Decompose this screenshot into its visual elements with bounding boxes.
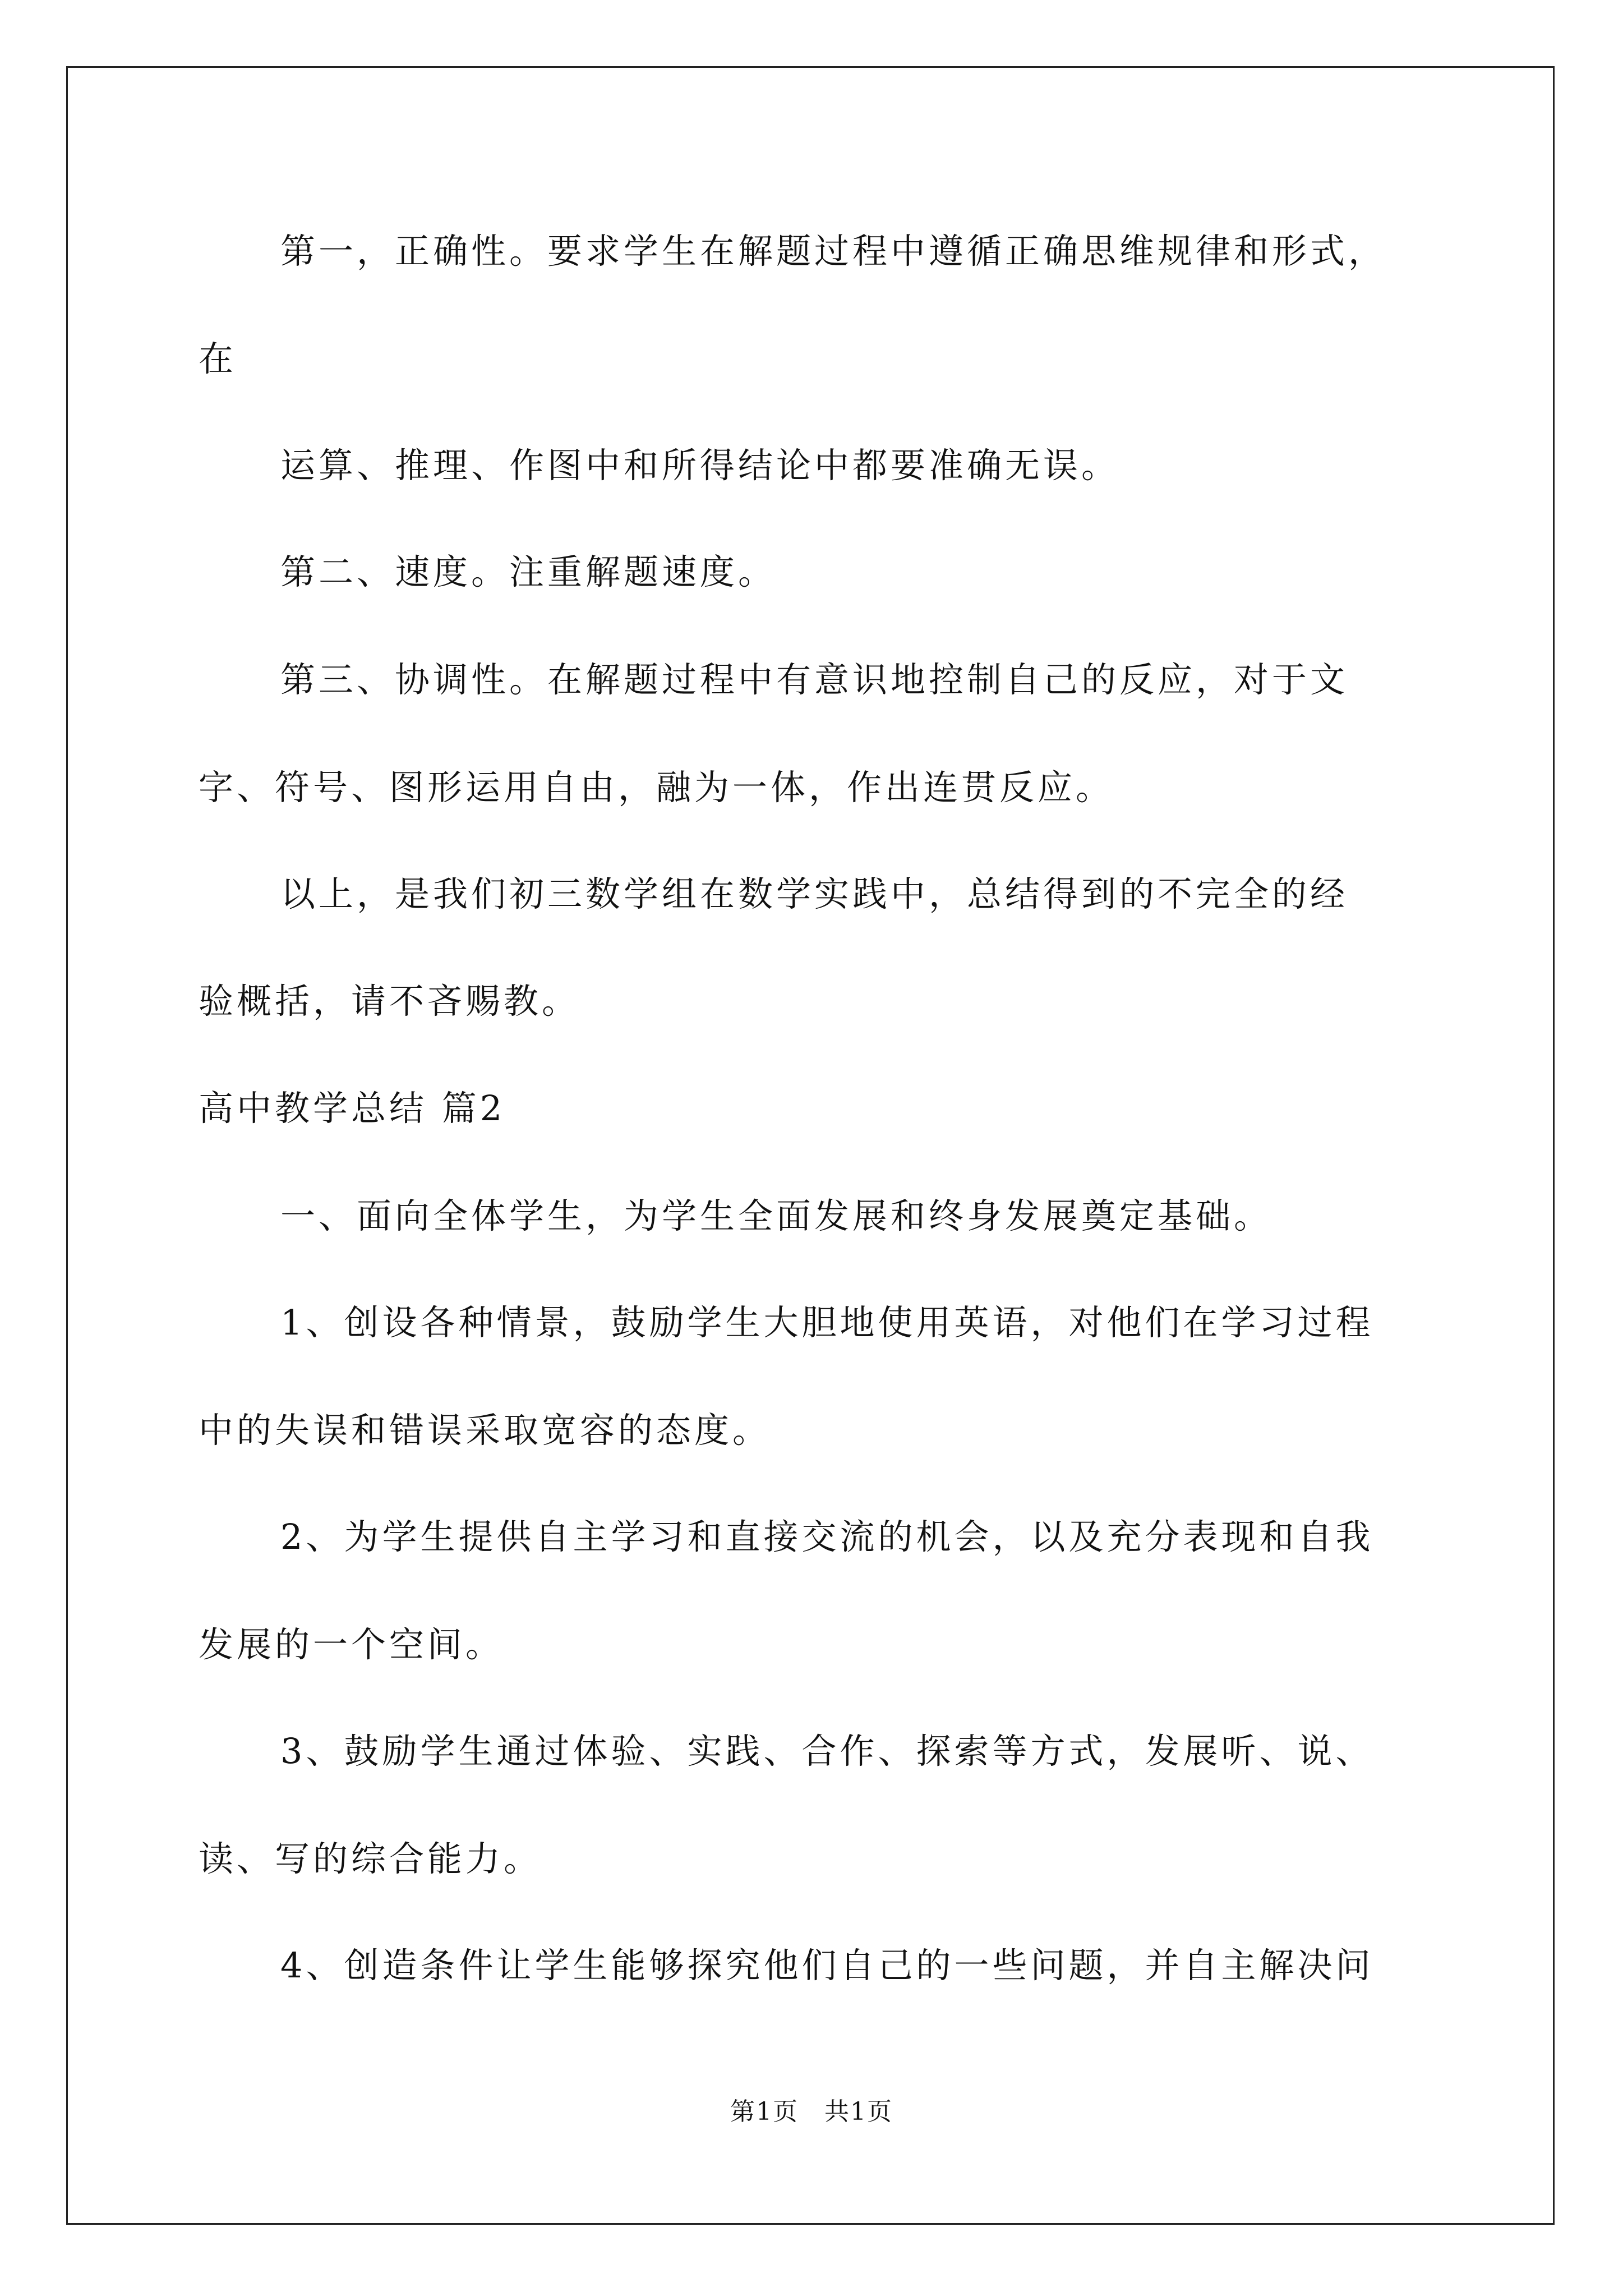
paragraph-line: 第一，正确性。要求学生在解题过程中遵循正确思维规律和形式， [280, 231, 1387, 272]
paragraph-line: 运算、推理、作图中和所得结论中都要准确无误。 [280, 445, 1120, 486]
paragraph-line: 第二、速度。注重解题速度。 [280, 551, 777, 592]
paragraph-line: 在 [199, 338, 237, 379]
paragraph-line: 读、写的综合能力。 [199, 1838, 542, 1879]
section-heading: 高中教学总结 篇2 [199, 1088, 506, 1129]
paragraph-line: 一、面向全体学生，为学生全面发展和终身发展奠定基础。 [280, 1195, 1272, 1236]
paragraph-line: 验概括，请不吝赐教。 [199, 981, 580, 1022]
paragraph-line: 发展的一个空间。 [199, 1624, 504, 1665]
paragraph-line: 4、创造条件让学生能够探究他们自己的一些问题，并自主解决问 [280, 1945, 1374, 1986]
paragraph-line: 1、创设各种情景，鼓励学生大胆地使用英语，对他们在学习过程 [280, 1302, 1374, 1343]
paragraph-line: 字、符号、图形运用自由，融为一体，作出连贯反应。 [199, 767, 1114, 808]
paragraph-line: 中的失误和错误采取宽容的态度。 [199, 1410, 771, 1451]
paragraph-line: 第三、协调性。在解题过程中有意识地控制自己的反应，对于文 [280, 659, 1349, 700]
page-border [66, 66, 1555, 2225]
page-number-footer: 第1页 共1页 [730, 2097, 893, 2126]
paragraph-line: 以上，是我们初三数学组在数学实践中，总结得到的不完全的经 [280, 873, 1349, 914]
paragraph-line: 2、为学生提供自主学习和直接交流的机会，以及充分表现和自我 [280, 1516, 1374, 1557]
paragraph-line: 3、鼓励学生通过体验、实践、合作、探索等方式，发展听、说、 [280, 1731, 1374, 1772]
